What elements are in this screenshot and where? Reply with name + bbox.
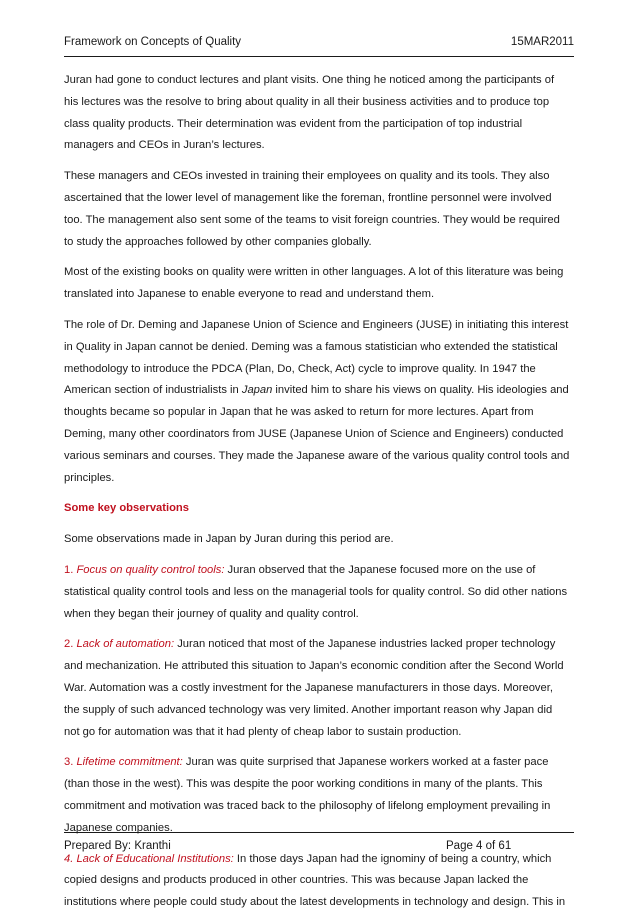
observation-text: Juran observed that the Japanese focused more on the use of statistical quality control tools and less on the managerial tools for quality control. So did other nations when they began their journey of quality and quality control.: [64, 563, 568, 620]
document-date: 15MAR2011: [510, 36, 574, 48]
section-intro: Some observations made in Japan by Juran during this period are.: [64, 533, 394, 546]
observation-text: Juran noticed that most of the Japanese industries lacked proper technology and mechanization. He attributed this situation to Japan’s economic condition after the Second World War. Automation was a costly investment for the Japanese manufacturers in those days. Moreover, the supply of such advanced technology was very limited. Another important reason why Japan did not go for automation was that it had plenty of cheap labor to sustain production.: [64, 638, 564, 738]
observation-item: [64, 849, 570, 914]
deming-emphasis: Japan: [241, 384, 273, 397]
page-number: Page 4 of 61: [446, 840, 512, 852]
prepared-by: Prepared By: Kranthi: [64, 840, 171, 852]
paragraph: These managers and CEOs invested in training their employees on quality and its tools. They also ascertained that the lower level of management like the foreman, frontline personnel were involved too. The management also sent some of the teams to visit foreign countries. They would be required to study the approaches followed by other companies globally.: [64, 170, 560, 248]
observation-item: [64, 634, 570, 743]
deming-text-part2: invited him to share his views on quality. His ideologies and thoughts became so popular in Japan that he was asked to return for more lectures. Apart from Deming, many other coordinators from JUSE (Japanese Union of Science and Engineers) conducted various seminars and courses. They made the Japanese aware of the various quality control tools and principles.: [64, 384, 570, 484]
observation-number: 4.: [64, 852, 74, 865]
observation-title: Focus on quality control tools:: [76, 563, 225, 576]
page-content: [64, 70, 570, 923]
observation-title: Lack of automation:: [76, 638, 175, 651]
section-heading: Some key observations: [64, 502, 189, 515]
deming-text-part1: The role of Dr. Deming and Japanese Union of Science and Engineers (JUSE) in initiating this interest in Quality in Japan cannot be denied. Deming was a famous statistician who extended the statistical methodology to introduce the PDCA (Plan, Do, Check, Act) cycle to improve quality. In 1947 the American section of industrialists in: [64, 318, 569, 397]
page-header: [64, 36, 574, 57]
observation-item: [64, 560, 570, 625]
observation-text: In those days Japan had the ignominy of being a country, which copied designs and products produced in other countries. This was because Japan lacked the institutions where people could study about the latest developments in technology and design. This in: [64, 852, 566, 909]
observation-number: 1.: [64, 563, 74, 576]
observation-title: Lack of Educational Institutions:: [76, 852, 234, 865]
observation-number: 3.: [64, 756, 74, 769]
deming-paragraph: [64, 315, 570, 489]
observation-title: Lifetime commitment:: [76, 756, 183, 769]
document-title: Framework on Concepts of Quality: [64, 36, 242, 48]
observation-item: [64, 752, 570, 839]
paragraph: Juran had gone to conduct lectures and plant visits. One thing he noticed among the participants of his lectures was the resolve to bring about quality in all their business activities and to produce top class quality products. Their determination was evident from the participation of top industrial managers and CEOs in Juran’s lectures.: [64, 74, 555, 152]
paragraph: Most of the existing books on quality were written in other languages. A lot of this literature was being translated into Japanese to enable everyone to read and understand them.: [64, 266, 564, 301]
observation-number: 2.: [64, 638, 74, 651]
observation-text: Juran was quite surprised that Japanese workers worked at a faster pace (than those in the west). This was despite the poor working conditions in many of the plants. This commitment and motivation was traced back to the philosophy of lifelong employment prevailing in Japanese companies.: [64, 756, 551, 834]
page-footer: [64, 832, 574, 852]
